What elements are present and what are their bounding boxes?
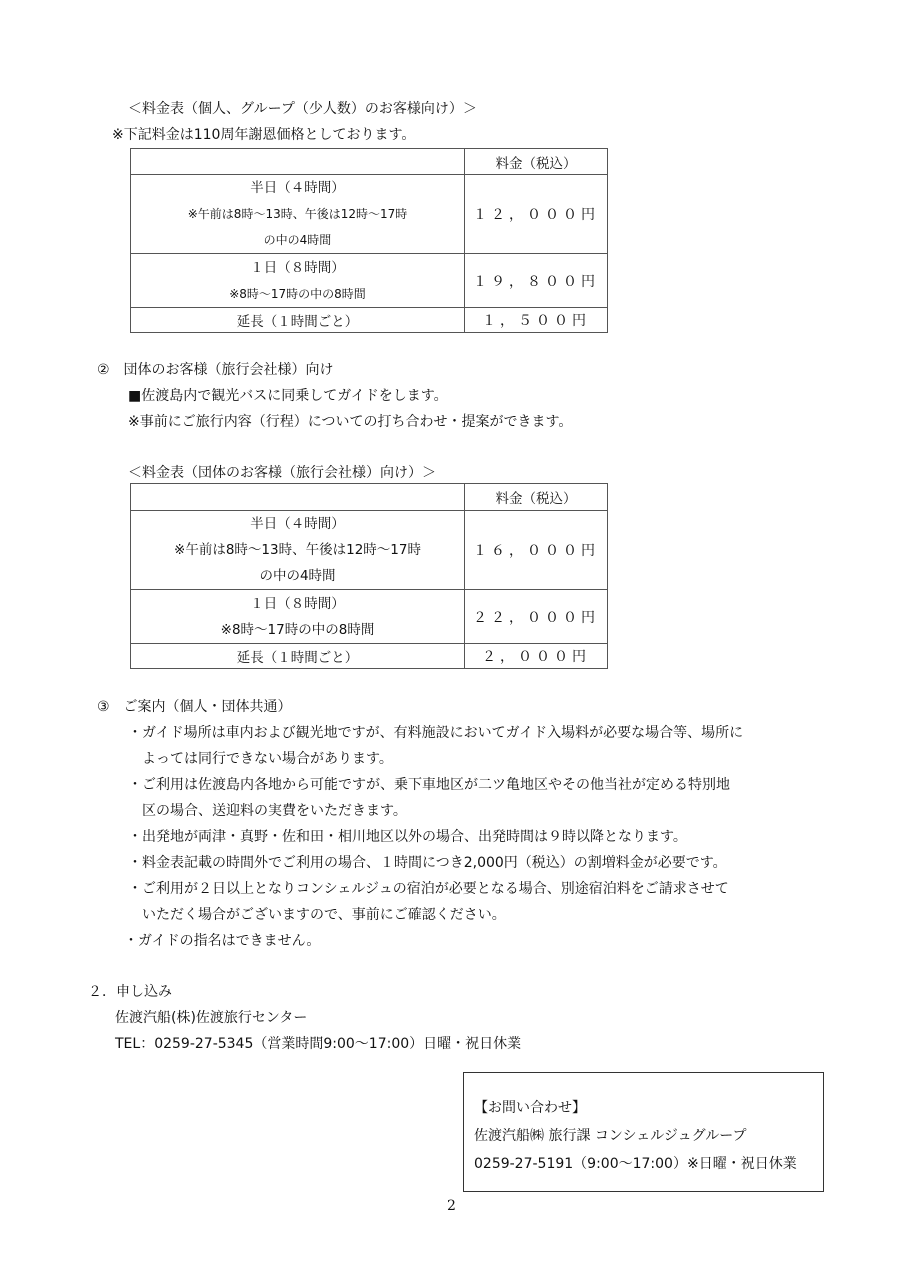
- section2-line: ■佐渡島内で観光バスに同乗してガイドをします。: [128, 388, 448, 404]
- apply-company: 佐渡汽船(株)佐渡旅行センター: [115, 1010, 308, 1026]
- apply-tel: TEL：0259-27-5345（営業時間9:00～17:00）日曜・祝日休業: [115, 1036, 522, 1052]
- row-label: 延長（１時間ごと）: [131, 308, 465, 333]
- guide-note: ・ガイド場所は車内および観光地ですが、有料施設においてガイド入場料が必要な場合等、場所に: [128, 725, 744, 741]
- contact-tel: 0259-27-5191（9:00～17:00）※日曜・祝日休業: [474, 1156, 797, 1172]
- row-price: １，５００円: [465, 308, 608, 333]
- contact-title: 【お問い合わせ】: [474, 1100, 586, 1116]
- row-label: 延長（１時間ごと）: [131, 644, 465, 669]
- row-note: ※8時～17時の中の8時間: [220, 621, 375, 638]
- row-label: １日（８時間）: [250, 595, 345, 612]
- table2-title: ＜料金表（団体のお客様（旅行会社様）向け）＞: [128, 465, 436, 481]
- section2-heading: ② 団体のお客様（旅行会社様）向け: [97, 362, 334, 378]
- row-note: ※午前は8時～13時、午後は12時～17時: [174, 542, 421, 558]
- row-note: ※午前は8時～13時、午後は12時～17時: [187, 207, 408, 221]
- row-price: ２２，０００円: [465, 590, 608, 644]
- row-price: ２，０００円: [465, 644, 608, 669]
- apply-heading: ２．申し込み: [88, 984, 172, 1000]
- row-price: １６，０００円: [465, 511, 608, 590]
- guide-note: 区の場合、送迎料の実費をいただきます。: [128, 803, 407, 819]
- row-note: の中の4時間: [259, 568, 336, 584]
- table1-title: ＜料金表（個人、グループ（少人数）のお客様向け）＞: [128, 101, 477, 117]
- price-table-individual: [130, 148, 608, 333]
- row-price: １２，０００円: [465, 175, 608, 254]
- table1-note: ※下記料金は110周年謝恩価格としております。: [112, 127, 416, 143]
- header-price: 料金（税込）: [465, 149, 608, 175]
- guide-note: ・ご利用が２日以上となりコンシェルジュの宿泊が必要となる場合、別途宿泊料をご請求させて: [128, 881, 729, 897]
- row-label: 半日（４時間）: [250, 180, 345, 196]
- row-note: ※8時～17時の中の8時間: [229, 286, 366, 301]
- guide-note: いただく場合がございますので、事前にご確認ください。: [128, 907, 506, 923]
- header-price: 料金（税込）: [465, 484, 608, 511]
- guide-note: ・ガイドの指名はできません。: [124, 933, 321, 949]
- contact-dept: 佐渡汽船㈱ 旅行課 コンシェルジュグループ: [474, 1128, 747, 1144]
- section2-line: ※事前にご旅行内容（行程）についての打ち合わせ・提案ができます。: [128, 414, 573, 430]
- price-table-group: [130, 483, 608, 669]
- guide-note: ・料金表記載の時間外でご利用の場合、１時間につき2,000円（税込）の割増料金が必要です。: [128, 855, 727, 871]
- row-label: 半日（４時間）: [250, 516, 345, 532]
- row-note: の中の4時間: [263, 233, 332, 247]
- guide-note: よっては同行できない場合があります。: [128, 751, 393, 767]
- section3-heading: ③ ご案内（個人・団体共通）: [97, 699, 292, 715]
- row-price: １９，８００円: [465, 254, 608, 308]
- page-number: 2: [447, 1198, 456, 1214]
- row-label: １日（８時間）: [250, 259, 345, 276]
- guide-note: ・出発地が両津・真野・佐和田・相川地区以外の場合、出発時間は９時以降となります。: [128, 829, 687, 845]
- guide-note: ・ご利用は佐渡島内各地から可能ですが、乗下車地区が二ツ亀地区やその他当社が定める特別地: [128, 777, 730, 793]
- contact-box: [463, 1072, 824, 1192]
